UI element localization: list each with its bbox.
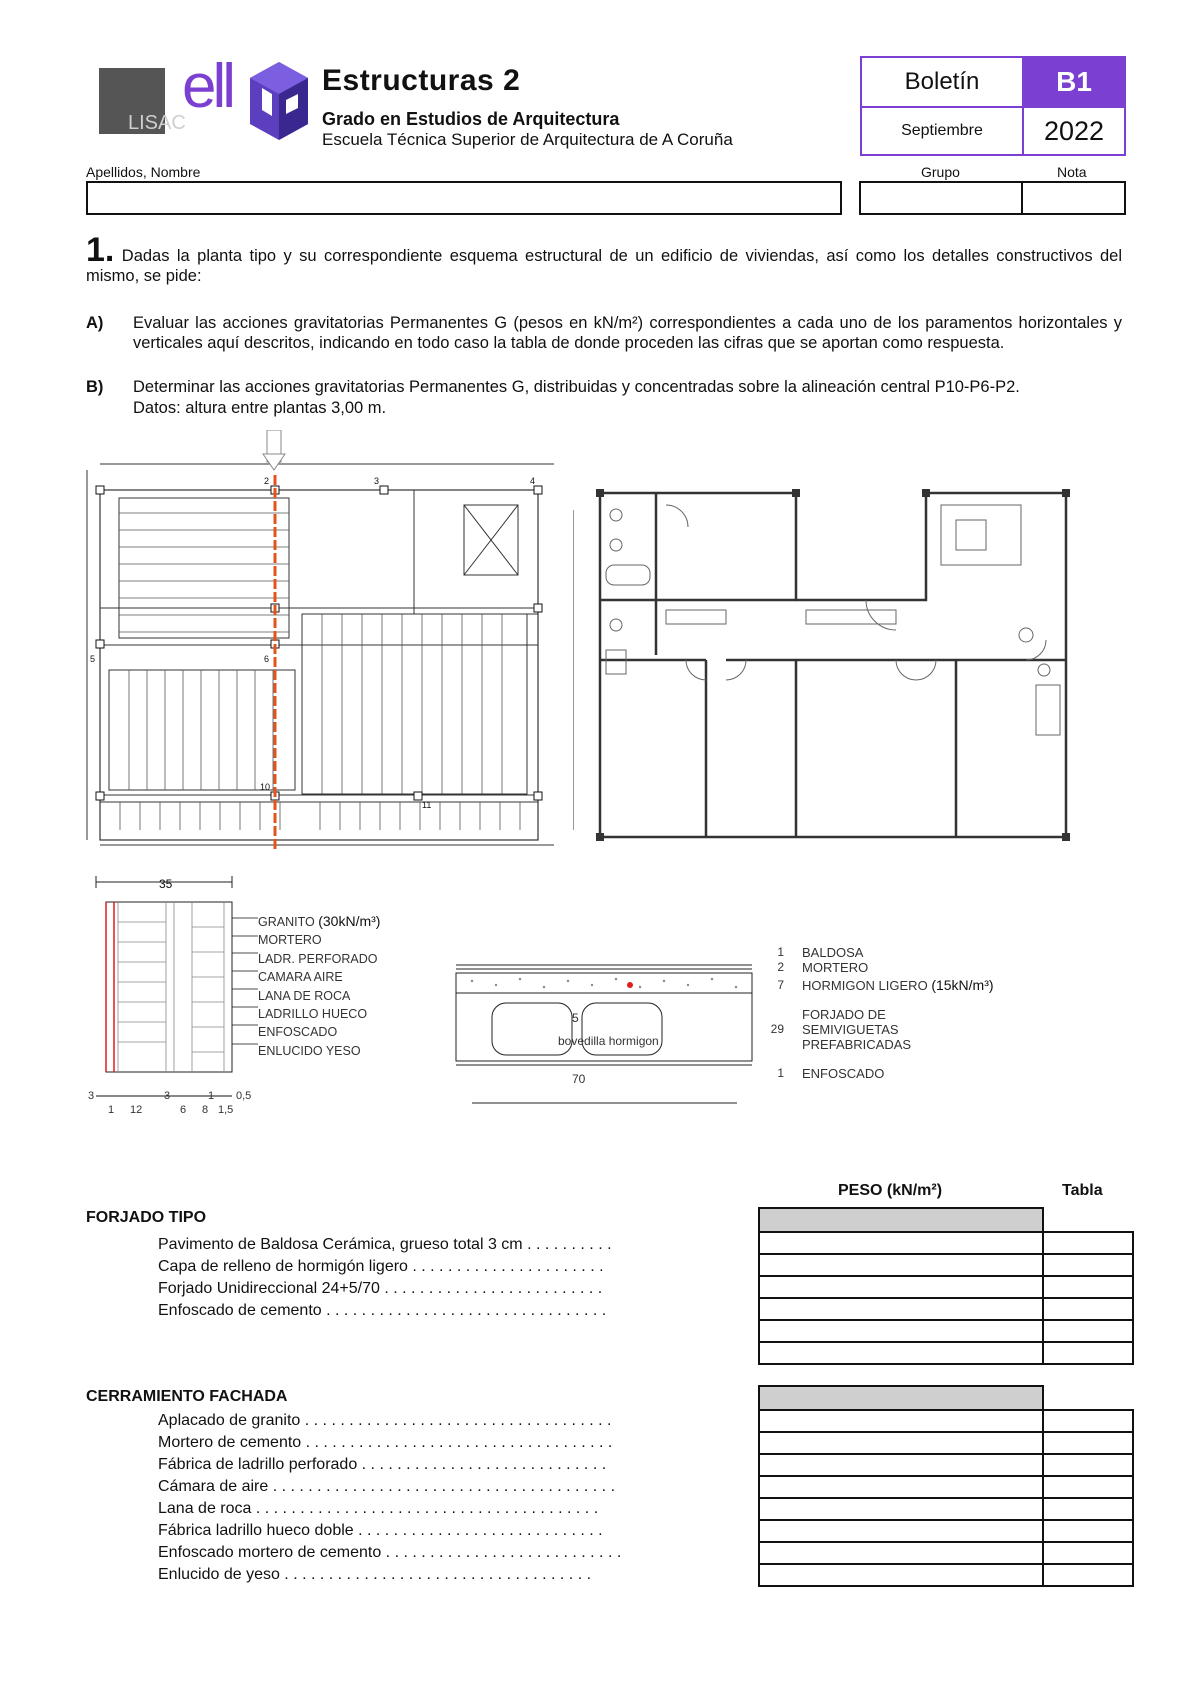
floor-layer-forjado: FORJADO DE — [802, 1007, 886, 1022]
forjado-peso-cell-2[interactable] — [758, 1253, 1044, 1277]
cerramiento-row-3: Fábrica de ladrillo perforado . . . . . . . . . . . . . . . . . . . . . . . . . . . . — [158, 1456, 607, 1473]
column-label-3: 3 — [374, 476, 380, 486]
floor-layer-baldosa: BALDOSA — [802, 945, 864, 960]
cerramiento-tabla-cell-2[interactable] — [1042, 1431, 1134, 1455]
wall-layer-mortero: MORTERO — [258, 933, 322, 948]
column-label-11: 11 — [422, 800, 432, 810]
column-label-4: 4 — [530, 476, 536, 486]
wall-layer-lana-roca: LANA DE ROCA — [258, 988, 351, 1003]
forjado-tabla-cell-6[interactable] — [1042, 1341, 1134, 1365]
forjado-row-1: Pavimento de Baldosa Cerámica, grueso total 3 cm . . . . . . . . . . — [158, 1236, 612, 1253]
floor-layer-hormigon: HORMIGON LIGERO (15kN/m³) — [802, 977, 994, 993]
forjado-row-2: Capa de relleno de hormigón ligero . . . . . . . . . . . . . . . . . . . . . . — [158, 1258, 604, 1275]
cerramiento-tabla-cell-6[interactable] — [1042, 1519, 1134, 1543]
cerramiento-tabla-cell-5[interactable] — [1042, 1497, 1134, 1521]
forjado-peso-cell-3[interactable] — [758, 1275, 1044, 1299]
cerramiento-tabla-cell-4[interactable] — [1042, 1475, 1134, 1499]
structural-plan-diagram — [84, 430, 574, 850]
wall-layer-camara-aire: CAMARA AIRE — [258, 970, 343, 985]
cerramiento-peso-cell-4[interactable] — [758, 1475, 1044, 1499]
wall-total-width: 35 — [159, 877, 173, 891]
cerramiento-row-8: Enlucido de yeso . . . . . . . . . . . . . . . . . . . . . . . . . . . . . . . . . . . — [158, 1566, 592, 1583]
forjado-section-title: FORJADO TIPO — [86, 1209, 207, 1226]
floor-plan-drawing — [596, 475, 1090, 845]
cerramiento-row-7: Enfoscado mortero de cemento . . . . . . . . . . . . . . . . . . . . . . . . . . . — [158, 1544, 622, 1561]
forjado-tabla-cell-4[interactable] — [1042, 1297, 1134, 1321]
cerramiento-tabla-cell-1[interactable] — [1042, 1409, 1134, 1433]
forjado-peso-cell-6[interactable] — [758, 1341, 1044, 1365]
floor-layer-prefabricadas: PREFABRICADAS — [802, 1037, 912, 1052]
page-title: Estructuras 2 — [322, 64, 521, 97]
cerramiento-peso-cell-7[interactable] — [758, 1541, 1044, 1565]
floor-layer-enfoscado: ENFOSCADO — [802, 1066, 885, 1081]
tabla-column-header: Tabla — [1062, 1182, 1103, 1199]
forjado-peso-cell-1[interactable] — [758, 1231, 1044, 1255]
column-label-6: 6 — [264, 654, 270, 664]
forjado-row-3: Forjado Unidireccional 24+5/70 . . . . . . . . . . . . . . . . . . . . . . . . . — [158, 1280, 603, 1297]
forjado-peso-cell-5[interactable] — [758, 1319, 1044, 1343]
forjado-total-cell[interactable] — [758, 1207, 1044, 1233]
forjado-peso-cell-4[interactable] — [758, 1297, 1044, 1321]
boletin-year: 2022 — [1043, 115, 1105, 146]
cerramiento-section-title: CERRAMIENTO FACHADA — [86, 1388, 288, 1405]
cerramiento-row-2: Mortero de cemento . . . . . . . . . . . . . . . . . . . . . . . . . . . . . . . . . . . — [158, 1434, 613, 1451]
cerramiento-tabla-cell-3[interactable] — [1042, 1453, 1134, 1477]
part-b-label: B) — [86, 378, 104, 396]
cerramiento-tabla-cell-8[interactable] — [1042, 1563, 1134, 1587]
cerramiento-peso-cell-5[interactable] — [758, 1497, 1044, 1521]
wall-layer-labels — [258, 912, 380, 1060]
cerramiento-row-6: Fábrica ladrillo hueco doble . . . . . . . . . . . . . . . . . . . . . . . . . . . . — [158, 1522, 603, 1539]
school-name: Escuela Técnica Superior de Arquitectura de A Coruña — [322, 130, 733, 149]
nota-label: Nota — [1057, 164, 1087, 180]
column-label-2: 2 — [264, 476, 270, 486]
cerramiento-peso-cell-2[interactable] — [758, 1431, 1044, 1455]
wall-layer-ladrillo-perforado: LADR. PERFORADO — [258, 951, 378, 966]
boletin-month: Septiembre — [901, 122, 983, 139]
cerramiento-row-5: Lana de roca . . . . . . . . . . . . . . . . . . . . . . . . . . . . . . . . . . . . . . . — [158, 1500, 599, 1517]
wall-layer-enfoscado: ENFOSCADO — [258, 1025, 338, 1040]
forjado-tabla-cell-3[interactable] — [1042, 1275, 1134, 1299]
forjado-tabla-cell-2[interactable] — [1042, 1253, 1134, 1277]
wall-layer-granito: GRANITO (30kN/m³) — [258, 913, 381, 929]
cerramiento-peso-cell-1[interactable] — [758, 1409, 1044, 1433]
floor-rib-width: 5 — [572, 1011, 579, 1025]
floor-layer-semiviguetas: SEMIVIGUETAS — [802, 1022, 899, 1037]
cerramiento-peso-cell-8[interactable] — [758, 1563, 1044, 1587]
logo-ell-text: ell — [182, 52, 233, 121]
cerramiento-row-1: Aplacado de granito . . . . . . . . . . . . . . . . . . . . . . . . . . . . . . . . . . . — [158, 1412, 612, 1429]
forjado-row-4: Enfoscado de cemento . . . . . . . . . . . . . . . . . . . . . . . . . . . . . . . . — [158, 1302, 607, 1319]
boletin-label: Boletín — [904, 68, 980, 95]
name-field[interactable] — [86, 181, 842, 215]
cerramiento-peso-cell-6[interactable] — [758, 1519, 1044, 1543]
question-number: 1. — [86, 231, 115, 269]
floor-section-detail — [452, 955, 792, 1115]
column-label-10: 10 — [260, 782, 271, 792]
part-b-data: Datos: altura entre plantas 3,00 m. — [133, 399, 387, 417]
cube-logo-icon — [248, 60, 310, 142]
question-intro — [86, 231, 1122, 286]
cerramiento-peso-cell-3[interactable] — [758, 1453, 1044, 1477]
page-subtitle: Grado en Estudios de Arquitectura — [322, 109, 620, 129]
forjado-tabla-cell-5[interactable] — [1042, 1319, 1134, 1343]
part-a-label: A) — [86, 314, 104, 332]
cerramiento-total-cell[interactable] — [758, 1385, 1044, 1411]
boletin-box — [860, 56, 1126, 156]
boletin-code: B1 — [1024, 58, 1124, 106]
forjado-tabla-cell-1[interactable] — [1042, 1231, 1134, 1255]
cerramiento-row-4: Cámara de aire . . . . . . . . . . . . . . . . . . . . . . . . . . . . . . . . . . . . . . . — [158, 1478, 616, 1495]
part-a-text: Evaluar las acciones gravitatorias Permanentes G (pesos en kN/m²) correspondientes a cada uno de los paramentos horizontales y verticales aquí descritos, indicando en todo caso la tabla de donde proceden las cifras que se aportan como respuesta. — [133, 314, 1122, 352]
wall-layer-enlucido: ENLUCIDO YESO — [258, 1043, 361, 1058]
question-intro-text: Dadas la planta tipo y su correspondiente esquema estructural de un edificio de viviendas, así como los detalles constructivos del mismo, se pide: — [86, 247, 1122, 285]
floor-span-label: 70 — [572, 1072, 586, 1086]
floor-block-label: bovedilla hormigon — [558, 1034, 659, 1048]
column-label-5: 5 — [90, 654, 96, 664]
cerramiento-tabla-cell-7[interactable] — [1042, 1541, 1134, 1565]
logo-lisa-text: LISAC — [128, 112, 186, 134]
part-b-text: Determinar las acciones gravitatorias Permanentes G, distribuidas y concentradas sobre la alineación central P10-P6-P2. — [133, 378, 1020, 396]
floor-layer-mortero: MORTERO — [802, 960, 869, 975]
grupo-nota-field[interactable] — [859, 181, 1126, 215]
name-label: Apellidos, Nombre — [86, 164, 201, 180]
peso-column-header: PESO (kN/m²) — [838, 1182, 943, 1199]
wall-layer-ladrillo-hueco: LADRILLO HUECO — [258, 1007, 368, 1022]
grupo-label: Grupo — [921, 164, 960, 180]
